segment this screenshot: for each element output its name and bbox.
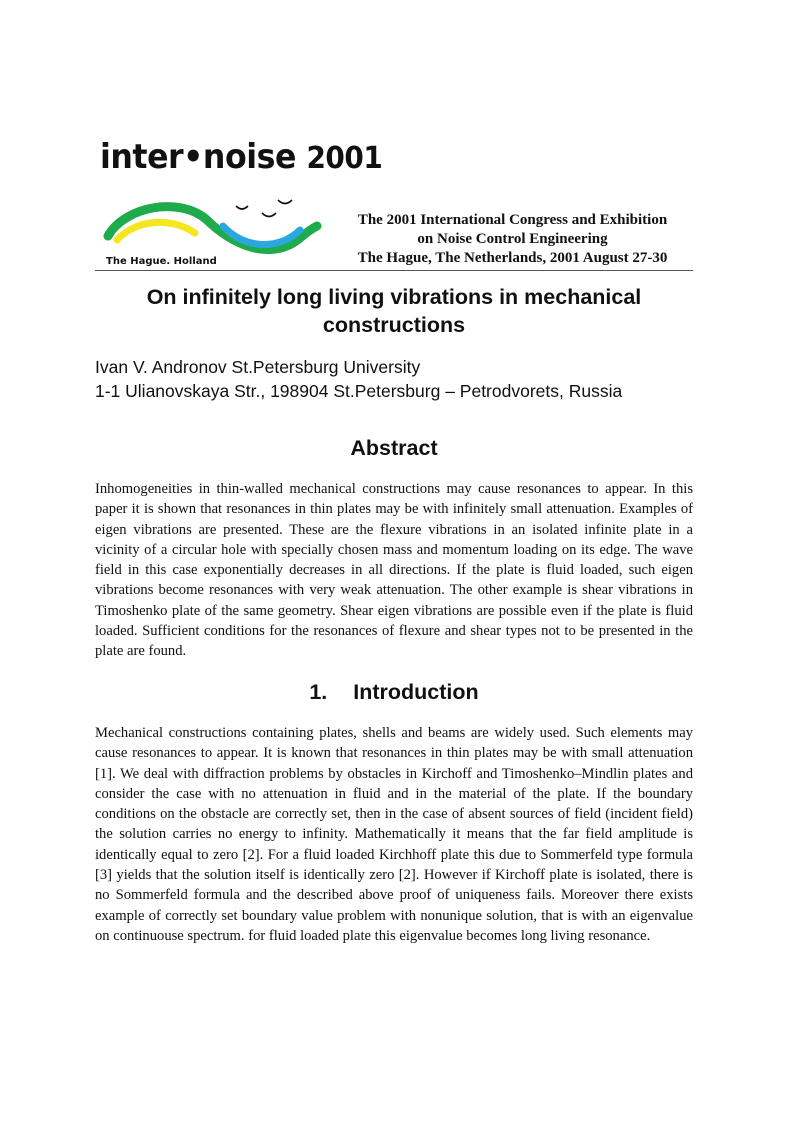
author-block [95, 355, 715, 403]
logo-yellow-wave [117, 222, 195, 240]
header-rule [95, 270, 693, 271]
conference-line-1: The 2001 International Congress and Exhibition [357, 212, 668, 228]
introduction-text: Mechanical constructions containing plates, shells and beams are widely used. Such elements may cause resonances to appear. It is known that resonances in thin plates may be with small attenuation [1]. We deal with diffraction problems by obstacles in Kirchoff and Timoshenko–Mindlin plates and consider the case with no attenuation in fluid and in the material of the plate. If the boundary conditions on the obstacle are correctly set, then in the case of absent sources of field (incident field) the solution carries no energy to infinity. Mathematically it means that the far field amplitude is identically equal to zero [2]. For a fluid loaded Kirchhoff plate this due to Sommerfeld type formula [3] yields that the solution itself is identically zero [2]. However if Kirchoff plate is isolated, there is no Sommerfeld formula and the described above proof of uniqueness fails. Moreover there exists example of correctly set boundary value problem with nonunique solution, that is with an eigenvalue on continuouse spectrum. for fluid loaded plate this eigenvalue becomes long living resonance. [95, 725, 693, 944]
introduction-heading [95, 678, 693, 706]
abstract-text: Inhomogeneities in thin-walled mechanical constructions may cause resonances to appear. In this paper it is shown that resonances in thin plates may be with infinitely small attenuation. Examples of eigen vibrations are presented. These are the flexure vibrations in an isolated infinite plate in a vicinity of a circular hole with specially chosen mass and momentum loading on its edge. The wave field in this case exponentially decreases in all directions. If the plate is fluid loaded, such eigen vibrations become resonances with very weak attenuation. The other example is shear vibrations in Timoshenko plate of the same geometry. Shear eigen vibrations are possible even if the plate is fluid loaded. Sufficient conditions for the resonances of flexure and shear types not to be presented in the plate are found. [95, 481, 693, 660]
conference-line-2: on Noise Control Engineering [417, 231, 608, 247]
paper-title: On infinitely long living vibrations in mechanical constructions [146, 285, 642, 337]
abstract-heading: Abstract [350, 436, 438, 460]
conference-line-3: The Hague, The Netherlands, 2001 August 27-30 [357, 250, 668, 266]
logo-smile-mark-2 [262, 213, 276, 217]
section-number: 1. [309, 680, 328, 704]
logo-place: The Hague. Holland [106, 256, 217, 267]
logo-smile-mark-3 [278, 200, 292, 204]
section-title: Introduction [353, 680, 479, 704]
conference-info [340, 211, 685, 268]
logo-wordmark-text: inter•noise [100, 137, 296, 177]
logo-smile-mark-1 [236, 206, 248, 209]
logo-wordmark [100, 137, 383, 177]
logo-year: 2001 [306, 141, 383, 176]
author-line-2: 1-1 Ulianovskaya Str., 198904 St.Petersburg – Petrodvorets, Russia [95, 381, 623, 401]
author-line-1: Ivan V. Andronov St.Petersburg University [95, 357, 421, 377]
